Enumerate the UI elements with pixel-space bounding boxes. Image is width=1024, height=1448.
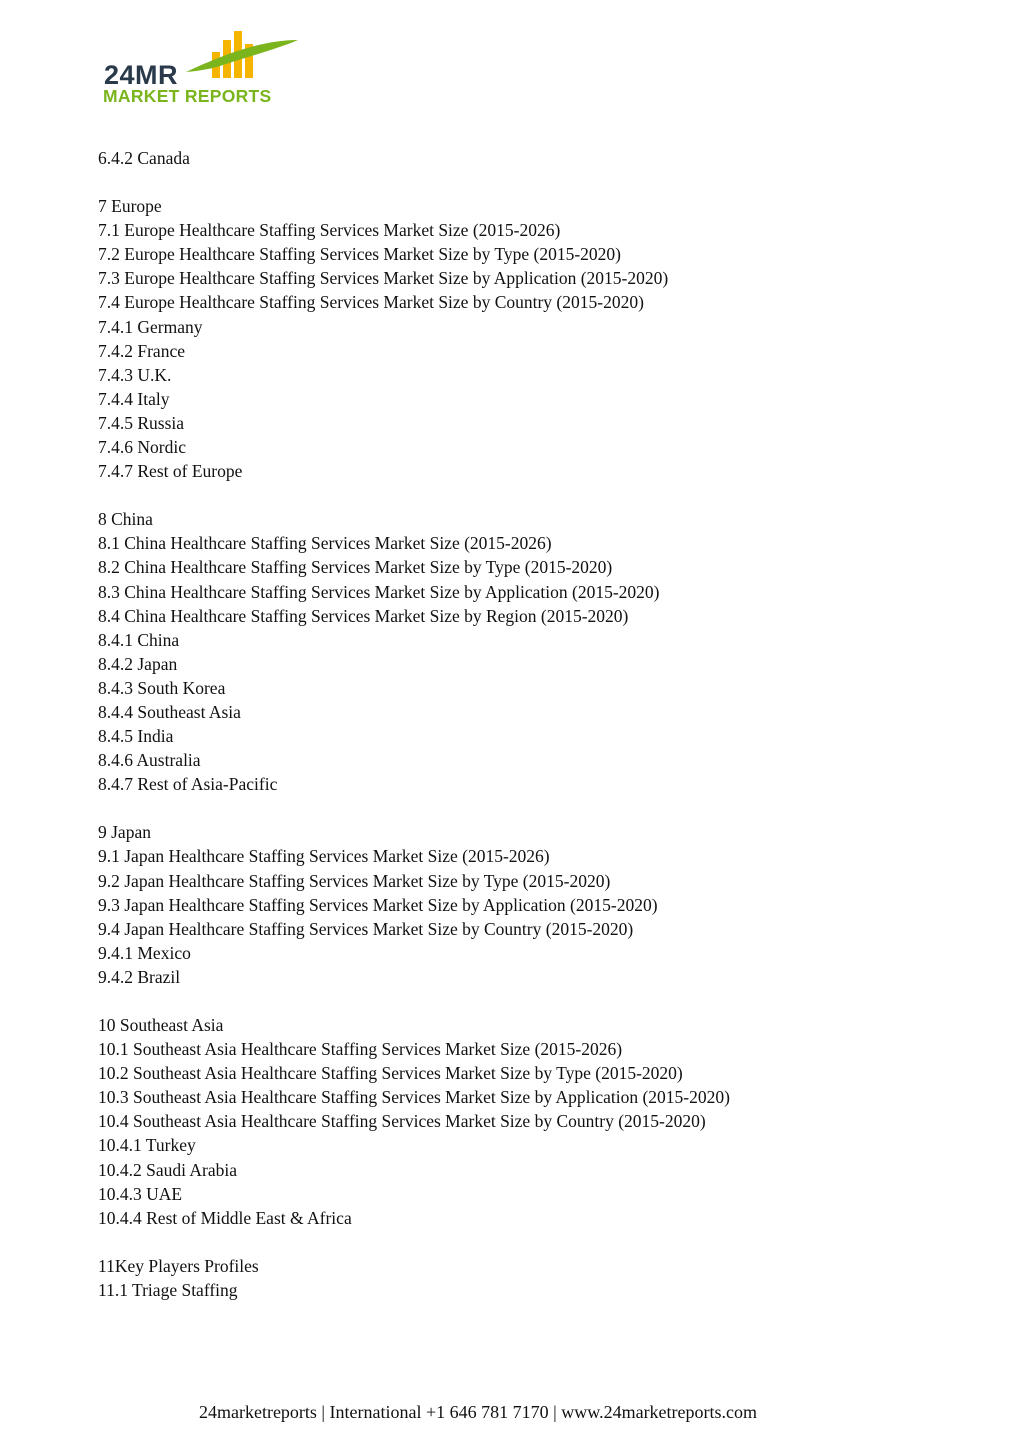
toc-entry: 10.3 Southeast Asia Healthcare Staffing Services Market Size by Application (2015-2020) bbox=[98, 1087, 730, 1108]
toc-entry: 8.2 China Healthcare Staffing Services Market Size by Type (2015-2020) bbox=[98, 557, 613, 578]
toc-entry: 7.4.2 France bbox=[98, 340, 185, 361]
toc-section bbox=[98, 507, 918, 796]
toc-entry: 7.2 Europe Healthcare Staffing Services Market Size by Type (2015-2020) bbox=[98, 244, 621, 265]
toc-entry: 10.2 Southeast Asia Healthcare Staffing Services Market Size by Type (2015-2020) bbox=[98, 1063, 683, 1084]
toc-entry: 10.1 Southeast Asia Healthcare Staffing Services Market Size (2015-2026) bbox=[98, 1039, 623, 1060]
toc-section-heading: 11Key Players Profiles bbox=[98, 1255, 259, 1276]
toc-section-heading: 6.4.2 Canada bbox=[98, 148, 190, 168]
toc-entry: 8.4.7 Rest of Asia-Pacific bbox=[98, 774, 278, 795]
toc-section-heading: 7 Europe bbox=[98, 196, 162, 217]
toc-entry: 10.4 Southeast Asia Healthcare Staffing Services Market Size by Country (2015-2020) bbox=[98, 1111, 706, 1132]
toc-entry: 8.4.5 India bbox=[98, 726, 174, 747]
toc-entry: 10.4.1 Turkey bbox=[98, 1135, 196, 1156]
page-footer bbox=[0, 1400, 1024, 1424]
toc-section-heading: 8 China bbox=[98, 509, 153, 530]
toc-section-heading: 9 Japan bbox=[98, 822, 151, 843]
logo-text-primary: 24MR bbox=[104, 60, 179, 90]
toc-section bbox=[98, 194, 918, 483]
toc-entry: 7.4.4 Italy bbox=[98, 388, 170, 409]
toc-entry: 7.3 Europe Healthcare Staffing Services Market Size by Application (2015-2020) bbox=[98, 268, 669, 289]
toc-entry: 7.4.7 Rest of Europe bbox=[98, 461, 243, 482]
toc-entry: 7.1 Europe Healthcare Staffing Services Market Size (2015-2026) bbox=[98, 220, 561, 241]
table-of-contents bbox=[98, 146, 918, 1326]
toc-entry: 7.4.1 Germany bbox=[98, 316, 203, 337]
toc-entry: 8.4.2 Japan bbox=[98, 653, 178, 674]
toc-entry: 8.4.4 Southeast Asia bbox=[98, 701, 241, 722]
toc-entry: 8.4.3 South Korea bbox=[98, 677, 226, 698]
toc-section bbox=[98, 1254, 918, 1302]
toc-entry: 9.1 Japan Healthcare Staffing Services Market Size (2015-2026) bbox=[98, 846, 550, 867]
toc-section-heading: 10 Southeast Asia bbox=[98, 1015, 224, 1035]
toc-section bbox=[98, 820, 918, 989]
logo-text-secondary: MARKET REPORTS bbox=[103, 86, 272, 106]
toc-entry: 7.4.5 Russia bbox=[98, 412, 185, 433]
toc-entry: 8.4.6 Australia bbox=[98, 750, 201, 771]
toc-entry: 8.4.1 China bbox=[98, 629, 180, 650]
toc-entry: 8.1 China Healthcare Staffing Services Market Size (2015-2026) bbox=[98, 533, 552, 554]
company-logo bbox=[100, 26, 310, 110]
toc-entry: 7.4.3 U.K. bbox=[98, 364, 172, 385]
toc-section bbox=[98, 1013, 918, 1230]
toc-entry: 10.4.4 Rest of Middle East & Africa bbox=[98, 1207, 352, 1228]
toc-entry: 7.4 Europe Healthcare Staffing Services Market Size by Country (2015-2020) bbox=[98, 292, 644, 313]
toc-entry: 9.4.2 Brazil bbox=[98, 966, 181, 987]
toc-entry: 11.1 Triage Staffing bbox=[98, 1279, 238, 1300]
toc-section bbox=[98, 146, 918, 170]
toc-entry: 10.4.3 UAE bbox=[98, 1183, 183, 1204]
toc-entry: 8.4 China Healthcare Staffing Services Market Size by Region (2015-2020) bbox=[98, 605, 629, 626]
toc-entry: 9.4.1 Mexico bbox=[98, 942, 191, 963]
toc-entry: 9.2 Japan Healthcare Staffing Services Market Size by Type (2015-2020) bbox=[98, 870, 611, 891]
toc-entry: 10.4.2 Saudi Arabia bbox=[98, 1159, 238, 1180]
toc-entry: 8.3 China Healthcare Staffing Services Market Size by Application (2015-2020) bbox=[98, 581, 660, 602]
toc-entry: 7.4.6 Nordic bbox=[98, 437, 186, 458]
footer-contact-text: 24marketreports | International +1 646 781 7170 | www.24marketreports.com bbox=[198, 1402, 758, 1422]
toc-entry: 9.4 Japan Healthcare Staffing Services Market Size by Country (2015-2020) bbox=[98, 918, 634, 939]
toc-entry: 9.3 Japan Healthcare Staffing Services Market Size by Application (2015-2020) bbox=[98, 894, 658, 915]
